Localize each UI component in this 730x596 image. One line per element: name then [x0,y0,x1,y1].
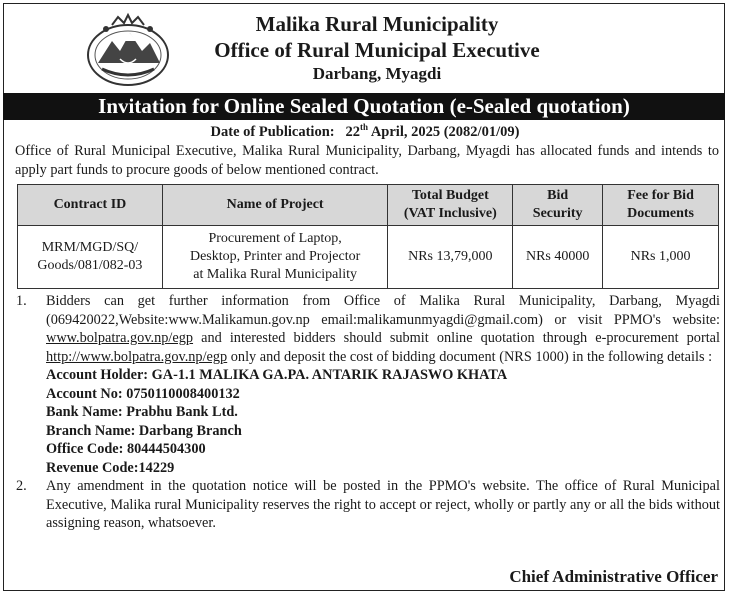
item-number: 2. [16,478,27,494]
item-text: only and deposit the cost of bidding document (NRS 1000) in the following details : [230,348,713,365]
egp-portal-link[interactable]: http://www.bolpatra.gov.np/egp [46,348,228,365]
item-text: Bidders can get further information from Office of Malika Rural Municipality, Darbang, Myagdi (069420022,Website:www.Malikamun.gov.np email:malikamunmyagdi@gmail.com) or visit PPMO's website: [46,293,720,328]
intro-paragraph: Office of Rural Municipal Executive, Malika Rural Municipality, Darbang, Myagdi has allocated funds and intends to apply part funds to procure goods of below mentioned contract. [15,143,719,178]
contract-table [17,184,719,289]
publication-day-suffix: th [359,122,368,132]
notice-page [3,3,725,591]
header-bid-security: Bid Security [513,185,603,226]
cell-fee: NRs 1,000 [603,226,719,289]
bank-name: Bank Name: Prabhu Bank Ltd. [46,404,238,420]
cell-contract-id: MRM/MGD/SQ/ Goods/081/082-03 [18,226,163,289]
item-text: Any amendment in the quotation notice will be posted in the PPMO's website. The office of Rural Municipal Executive, Malika rural Municipality reserves the right to accept or reject, wholly or partly any or all the bids without assigning reason, whatsoever. [46,478,720,531]
table-row [18,226,719,289]
list-item [16,477,720,533]
item-number: 1. [16,293,27,309]
list-item [16,292,720,477]
header-total-budget: Total Budget (VAT Inclusive) [388,185,513,226]
header-project: Name of Project [162,185,388,226]
publication-date-label: Date of Publication: [210,123,335,140]
cell-budget: NRs 13,79,000 [388,226,513,289]
ppmo-link[interactable]: www.bolpatra.gov.np/egp [46,330,194,346]
notice-title: Invitation for Online Sealed Quotation (e-Sealed quotation) [98,94,630,118]
notice-title-banner [3,93,725,120]
cell-security: NRs 40000 [513,226,603,289]
terms-list [16,292,720,533]
office-name: Office of Rural Municipal Executive [214,38,540,62]
item-text: and interested bidders should submit online quotation through e-procurement portal [201,330,720,346]
account-number: Account No: 0750110008400132 [46,385,240,402]
signatory-title: Chief Administrative Officer [509,567,718,586]
revenue-code: Revenue Code:14229 [46,459,175,476]
publication-date [4,122,726,141]
cell-project: Procurement of Laptop, Desktop, Printer and Projector at Malika Rural Municipality [162,226,388,289]
branch-name: Branch Name: Darbang Branch [46,422,242,439]
office-location: Darbang, Myagdi [312,64,442,83]
account-holder: Account Holder: GA-1.1 MALIKA GA.PA. ANTARIK RAJASWO KHATA [46,367,508,383]
publication-date-rest: April, 2025 (2082/01/09) [370,123,520,140]
publication-day: 22 [345,123,360,140]
header-fee: Fee for Bid Documents [603,185,719,226]
table-header-row [18,185,719,226]
municipality-name: Malika Rural Municipality [255,12,499,36]
bank-details [46,366,720,477]
header-contract-id: Contract ID [18,185,163,226]
office-code: Office Code: 80444504300 [46,441,206,457]
